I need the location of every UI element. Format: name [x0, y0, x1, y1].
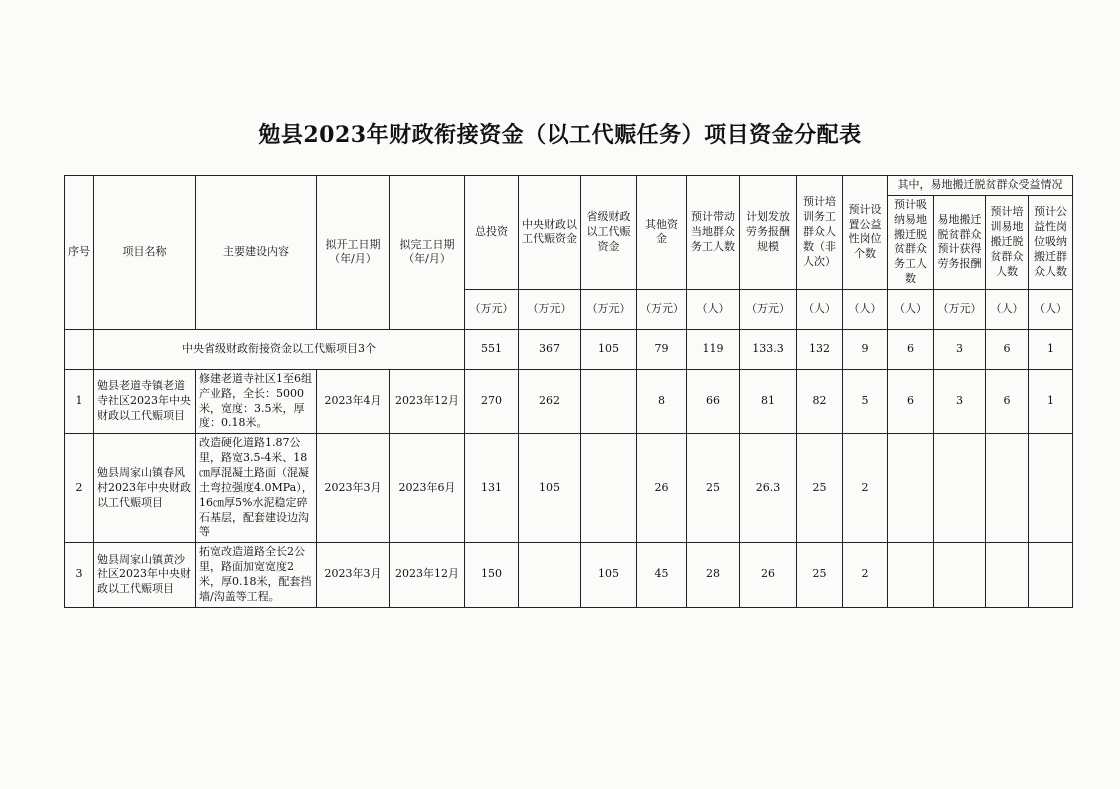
header-other: 其他资金	[637, 176, 687, 290]
row-project-name: 勉县周家山镇黄沙社区2023年中央财政以工代赈项目	[94, 543, 196, 607]
header-provincial: 省级财政以工代赈资金	[581, 176, 637, 290]
page-title: 勉县2023年财政衔接资金（以工代赈任务）项目资金分配表	[258, 122, 862, 148]
summary-row	[65, 329, 1073, 369]
row-provincial: 105	[581, 543, 637, 607]
unit-reloc-trained: （人）	[986, 289, 1029, 329]
table-row	[65, 369, 1073, 433]
row-reloc-wages: 3	[934, 369, 986, 433]
row-finish-date: 2023年6月	[390, 434, 465, 543]
row-finish-date: 2023年12月	[390, 543, 465, 607]
row-reloc-wages	[934, 543, 986, 607]
row-central: 262	[519, 369, 581, 433]
summary-reloc-trained: 6	[986, 329, 1029, 369]
row-wages: 26.3	[740, 434, 797, 543]
row-reloc-posts	[1029, 434, 1073, 543]
table-row	[65, 434, 1073, 543]
header-seq: 序号	[65, 176, 94, 330]
unit-provincial: （万元）	[581, 289, 637, 329]
summary-label: 中央省级财政衔接资金以工代赈项目3个	[94, 329, 465, 369]
unit-posts: （人）	[843, 289, 888, 329]
header-central: 中央财政以工代赈资金	[519, 176, 581, 290]
row-start-date: 2023年3月	[317, 434, 390, 543]
row-finish-date: 2023年12月	[390, 369, 465, 433]
unit-total: （万元）	[465, 289, 519, 329]
header-content: 主要建设内容	[196, 176, 317, 330]
row-reloc-trained	[986, 434, 1029, 543]
header-posts: 预计设置公益性岗位个数	[843, 176, 888, 290]
row-project-name: 勉县老道寺镇老道寺社区2023年中央财政以工代赈项目	[94, 369, 196, 433]
row-content: 拓宽改造道路全长2公里，路面加宽宽度2米，厚0.18米，配套挡墙/沟盖等工程。	[196, 543, 317, 607]
summary-reloc-workers: 6	[888, 329, 934, 369]
row-provincial	[581, 434, 637, 543]
header-reloc-workers: 预计吸纳易地搬迁脱贫群众务工人数	[888, 195, 934, 289]
row-total: 150	[465, 543, 519, 607]
row-reloc-workers	[888, 543, 934, 607]
summary-trained: 132	[797, 329, 843, 369]
row-reloc-workers: 6	[888, 369, 934, 433]
header-reloc-posts: 预计公益性岗位吸纳搬迁群众人数	[1029, 195, 1073, 289]
row-posts: 2	[843, 543, 888, 607]
row-total: 270	[465, 369, 519, 433]
row-reloc-trained	[986, 543, 1029, 607]
row-reloc-posts	[1029, 543, 1073, 607]
unit-reloc-wages: （万元）	[934, 289, 986, 329]
summary-central: 367	[519, 329, 581, 369]
row-content: 修建老道寺社区1至6组产业路，全长：5000米，宽度：3.5米，厚度：0.18米。	[196, 369, 317, 433]
row-reloc-workers	[888, 434, 934, 543]
unit-central: （万元）	[519, 289, 581, 329]
row-provincial	[581, 369, 637, 433]
unit-trained: （人）	[797, 289, 843, 329]
row-other: 8	[637, 369, 687, 433]
summary-other: 79	[637, 329, 687, 369]
header-project-name: 项目名称	[94, 176, 196, 330]
row-workers: 25	[687, 434, 740, 543]
row-other: 26	[637, 434, 687, 543]
row-reloc-wages	[934, 434, 986, 543]
row-seq: 1	[65, 369, 94, 433]
row-project-name: 勉县周家山镇春风村2023年中央财政以工代赈项目	[94, 434, 196, 543]
row-trained: 82	[797, 369, 843, 433]
summary-posts: 9	[843, 329, 888, 369]
summary-total: 551	[465, 329, 519, 369]
row-wages: 81	[740, 369, 797, 433]
summary-reloc-posts: 1	[1029, 329, 1073, 369]
row-workers: 28	[687, 543, 740, 607]
unit-workers: （人）	[687, 289, 740, 329]
summary-provincial: 105	[581, 329, 637, 369]
header-start-date: 拟开工日期（年/月）	[317, 176, 390, 330]
unit-other: （万元）	[637, 289, 687, 329]
summary-reloc-wages: 3	[934, 329, 986, 369]
row-seq: 2	[65, 434, 94, 543]
row-start-date: 2023年3月	[317, 543, 390, 607]
table-row	[65, 543, 1073, 607]
row-reloc-posts: 1	[1029, 369, 1073, 433]
header-finish-date: 拟完工日期（年/月）	[390, 176, 465, 330]
row-seq: 3	[65, 543, 94, 607]
header-relocation-group: 其中，易地搬迁脱贫群众受益情况	[888, 176, 1073, 196]
header-trained: 预计培训务工群众人数（非人次）	[797, 176, 843, 290]
allocation-table	[64, 175, 1073, 608]
row-trained: 25	[797, 543, 843, 607]
unit-reloc-posts: （人）	[1029, 289, 1073, 329]
unit-wages: （万元）	[740, 289, 797, 329]
summary-seq	[65, 329, 94, 369]
summary-wages: 133.3	[740, 329, 797, 369]
row-posts: 2	[843, 434, 888, 543]
summary-workers: 119	[687, 329, 740, 369]
row-central	[519, 543, 581, 607]
row-central: 105	[519, 434, 581, 543]
unit-reloc-workers: （人）	[888, 289, 934, 329]
header-reloc-trained: 预计培训易地搬迁脱贫群众人数	[986, 195, 1029, 289]
row-trained: 25	[797, 434, 843, 543]
row-start-date: 2023年4月	[317, 369, 390, 433]
row-content: 改造硬化道路1.87公里，路宽3.5-4米、18㎝厚混凝土路面（混凝土弯拉强度4.0MPa），16㎝厚5%水泥稳定碎石基层，配套建设边沟等	[196, 434, 317, 543]
row-total: 131	[465, 434, 519, 543]
row-posts: 5	[843, 369, 888, 433]
row-other: 45	[637, 543, 687, 607]
row-wages: 26	[740, 543, 797, 607]
header-reloc-wages: 易地搬迁脱贫群众预计获得劳务报酬	[934, 195, 986, 289]
header-total: 总投资	[465, 176, 519, 290]
header-row-top	[65, 176, 1073, 196]
header-wages: 计划发放劳务报酬规模	[740, 176, 797, 290]
row-reloc-trained: 6	[986, 369, 1029, 433]
header-workers: 预计带动当地群众务工人数	[687, 176, 740, 290]
row-workers: 66	[687, 369, 740, 433]
